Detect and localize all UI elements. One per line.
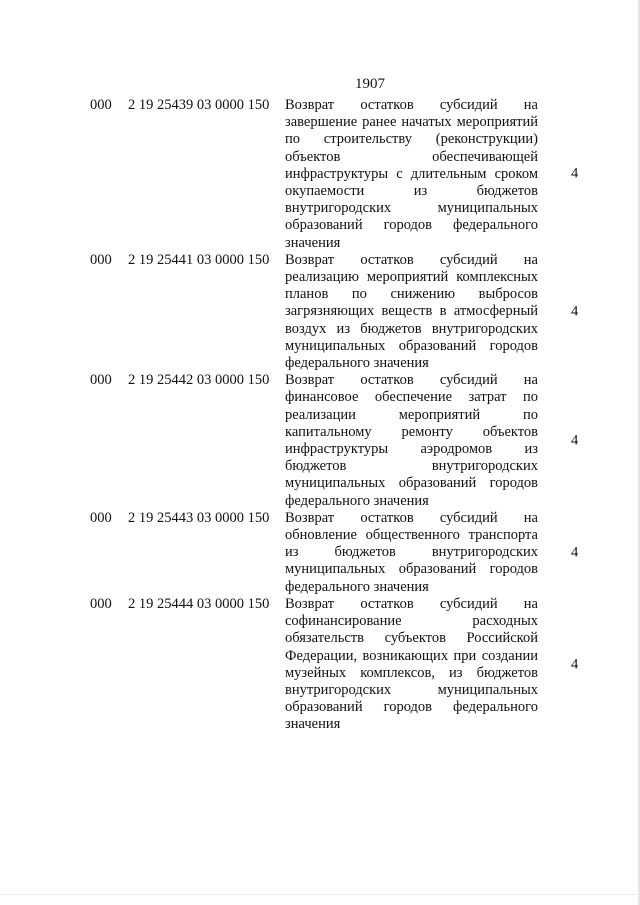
row-description: Возврат остатков субсидий на обновление общественного транспорта из бюджетов внутригородских муниципальных образований городов федерального значения — [285, 509, 538, 595]
row-value: 4 — [571, 656, 579, 673]
budget-classification-code: 2 19 25444 03 0000 150 — [128, 595, 270, 612]
table-row — [0, 372, 640, 510]
row-description: Возврат остатков субсидий на софинансирование расходных обязательств субъектов Российской Федерации, возникающих при создании музейных комплексов, из бюджетов внутригородских муниципальных образований городов федерального значения — [285, 595, 538, 733]
admin-code: 000 — [90, 372, 112, 389]
budget-classification-code: 2 19 25441 03 0000 150 — [128, 251, 270, 268]
admin-code: 000 — [90, 97, 112, 113]
row-description: Возврат остатков субсидий на финансовое обеспечение затрат по реализации мероприятий по капитальному ремонту объектов инфраструктуры аэродромов из бюджетов внутригородских муниципальных образований городов федерального значения — [285, 372, 538, 509]
budget-classification-code: 2 19 25443 03 0000 150 — [128, 509, 270, 526]
table-row — [0, 97, 640, 252]
admin-code: 000 — [90, 595, 112, 612]
table-row — [0, 510, 640, 596]
table-row — [0, 596, 640, 734]
scan-edge — [0, 894, 640, 895]
row-value: 4 — [571, 432, 579, 449]
table-row — [0, 252, 640, 372]
row-value: 4 — [571, 165, 579, 182]
row-value: 4 — [571, 303, 579, 320]
row-value: 4 — [571, 544, 579, 561]
admin-code: 000 — [90, 251, 112, 268]
budget-classification-code: 2 19 25442 03 0000 150 — [128, 372, 270, 389]
page-number: 1907 — [355, 76, 385, 92]
admin-code: 000 — [90, 509, 112, 526]
row-description: Возврат остатков субсидий на завершение ранее начатых мероприятий по строительству (реконструкции) объектов обеспечивающей инфраструктуры с длительным сроком окупаемости из бюджетов внутригородских муниципальных образований городов федерального значения — [285, 97, 538, 251]
budget-classification-code: 2 19 25439 03 0000 150 — [128, 97, 270, 113]
row-description: Возврат остатков субсидий на реализацию мероприятий комплексных планов по снижению выбросов загрязняющих веществ в атмосферный воздух из бюджетов внутригородских муниципальных образований городов федерального значения — [285, 251, 538, 372]
document-table — [0, 97, 640, 734]
